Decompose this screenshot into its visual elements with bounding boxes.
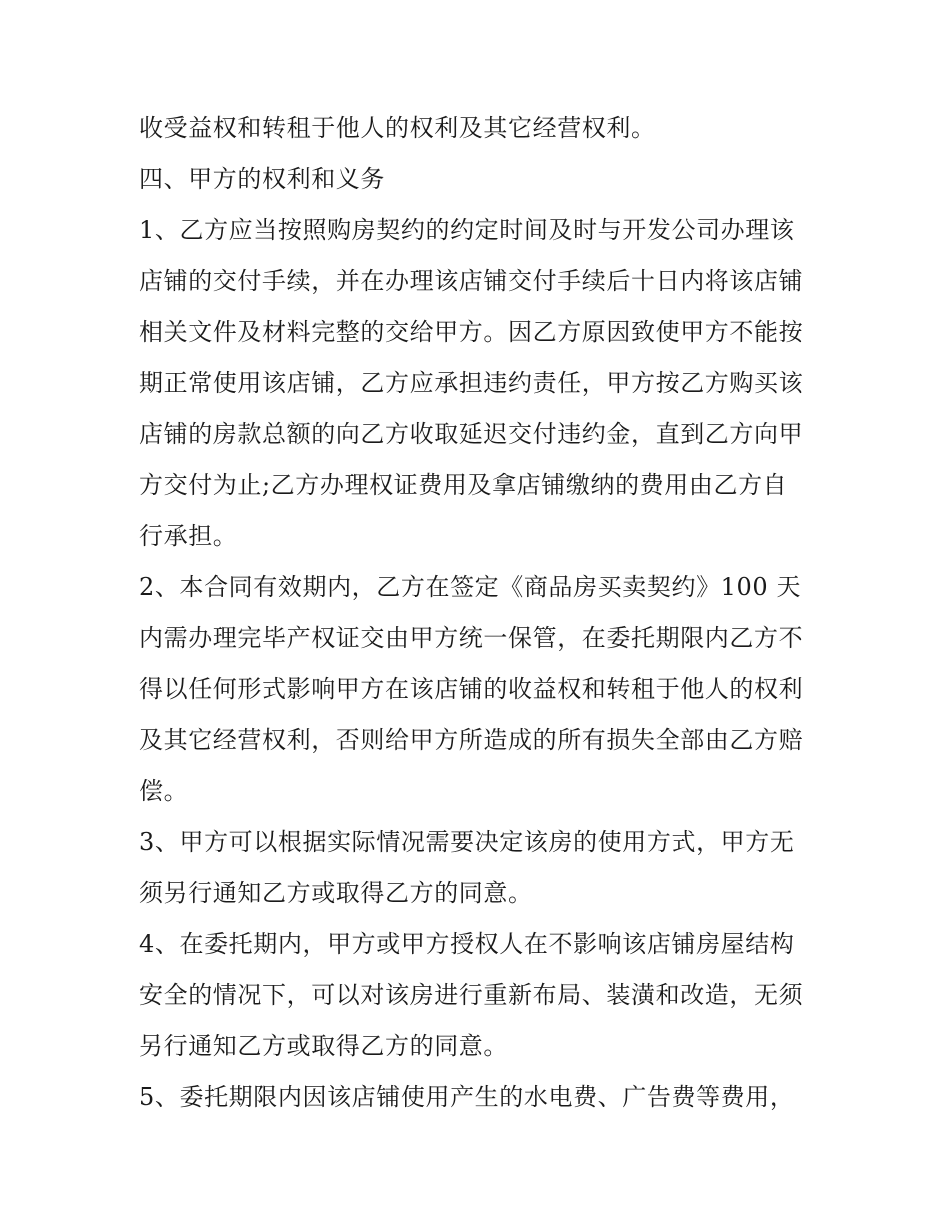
text-line: 2、本合同有效期内，乙方在签定《商品房买卖契约》100 天 [139,573,802,601]
text-line: 方交付为止;乙方办理权证费用及拿店铺缴纳的费用由乙方自 [139,471,788,499]
document-body [139,103,819,1123]
text-line: 及其它经营权利，否则给甲方所造成的所有损失全部由乙方赔 [139,726,804,754]
text-line: 店铺的房款总额的向乙方收取延迟交付违约金，直到乙方向甲 [139,420,804,448]
text-line: 4、在委托期内，甲方或甲方授权人在不影响该店铺房屋结构 [139,930,795,958]
section-heading [139,154,819,205]
text-line: 安全的情况下，可以对该房进行重新布局、装潢和改造，无须 [139,981,804,1009]
clause-4 [139,919,819,1072]
text-line: 5、委托期限内因该店铺使用产生的水电费、广告费等费用， [139,1083,795,1111]
text-line: 另行通知乙方或取得乙方的同意。 [139,1032,508,1060]
text-line: 店铺的交付手续，并在办理该店铺交付手续后十日内将该店铺 [139,267,804,295]
text-line: 收受益权和转租于他人的权利及其它经营权利。 [139,114,656,142]
text-line: 四、甲方的权利和义务 [139,165,385,193]
text-line: 3、甲方可以根据实际情况需要决定该房的使用方式，甲方无 [139,828,795,856]
paragraph-continuation [139,103,819,154]
clause-5 [139,1072,819,1123]
text-line: 须另行通知乙方或取得乙方的同意。 [139,879,533,907]
text-line: 行承担。 [139,522,238,550]
clause-2 [139,562,819,817]
clause-1 [139,205,819,562]
text-line: 相关文件及材料完整的交给甲方。因乙方原因致使甲方不能按 [139,318,804,346]
clause-3 [139,817,819,919]
text-line: 内需办理完毕产权证交由甲方统一保管，在委托期限内乙方不 [139,624,804,652]
text-line: 1、乙方应当按照购房契约的约定时间及时与开发公司办理该 [139,216,795,244]
text-line: 期正常使用该店铺，乙方应承担违约责任，甲方按乙方购买该 [139,369,804,397]
text-line: 得以任何形式影响甲方在该店铺的收益权和转租于他人的权利 [139,675,804,703]
text-line: 偿。 [139,777,189,805]
